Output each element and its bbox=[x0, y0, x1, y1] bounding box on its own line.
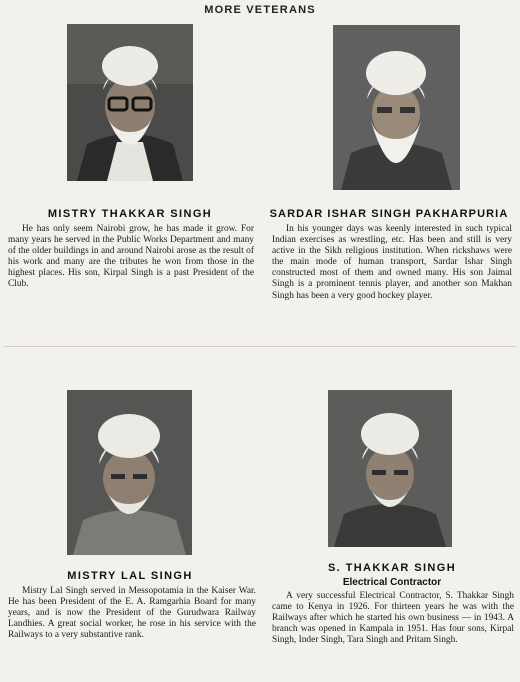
profile-name: MISTRY LAL SINGH bbox=[67, 570, 193, 582]
profile-name: S. THAKKAR SINGH bbox=[327, 562, 457, 574]
portrait-photo-icon bbox=[67, 24, 193, 181]
portrait-photo-icon bbox=[328, 390, 452, 547]
portrait-photo-mistry-thakkar-singh bbox=[67, 24, 193, 181]
portrait-photo-icon bbox=[333, 25, 460, 190]
portrait-photo-s-thakkar-singh bbox=[328, 390, 452, 547]
profile-subtitle: Electrical Contractor bbox=[342, 577, 442, 588]
portrait-photo-icon bbox=[67, 390, 192, 555]
section-divider bbox=[4, 346, 516, 347]
portrait-photo-mistry-lal-singh bbox=[67, 390, 192, 555]
profile-bio: He has only seem Nairobi grow, he has made it grow. For many years he served in the Public Works Department and many of the older buildings in and around Nairobi arose as the result of his work and many are the tributes he won from those in the highest places. His son, Kirpal Singh is a past President of the Club. bbox=[8, 224, 254, 290]
page-title: MORE VETERANS bbox=[204, 4, 316, 16]
profile-bio: Mistry Lal Singh served in Messopotamia in the Kaiser War. He has been President of the E. A. Ramgarhia Board for many years, and is now the President of the Gurudwara Railway Landhies. A great social worker, he rose in his service with the Railways to a very substantive rank. bbox=[8, 586, 256, 641]
profile-name: SARDAR ISHAR SINGH PAKHARPURIA bbox=[269, 208, 509, 220]
profile-bio: In his younger days was keenly interested in such typical Indian exercises as wrestling, etc. Has been and still is very active in the Sikh religious institution. When rickshaws were the main mode of human transport, Sardar Ishar Singh constructed most of them and owned many. His son Jaimal Singh is a prominent tennis player, and another son Makhan Singh has been a very good hockey player. bbox=[272, 224, 512, 301]
profile-bio: A very successful Electrical Contractor, S. Thakkar Singh came to Kenya in 1926. For thirteen years he was with the Railways after which he started his own business — in 1943. A branch was opened in Kampala in 1951. Has four sons, Kirpal Singh, Inder Singh, Tara Singh and Pritam Singh. bbox=[272, 591, 514, 646]
profile-name: MISTRY THAKKAR SINGH bbox=[47, 208, 213, 220]
portrait-photo-sardar-ishar-singh bbox=[333, 25, 460, 190]
